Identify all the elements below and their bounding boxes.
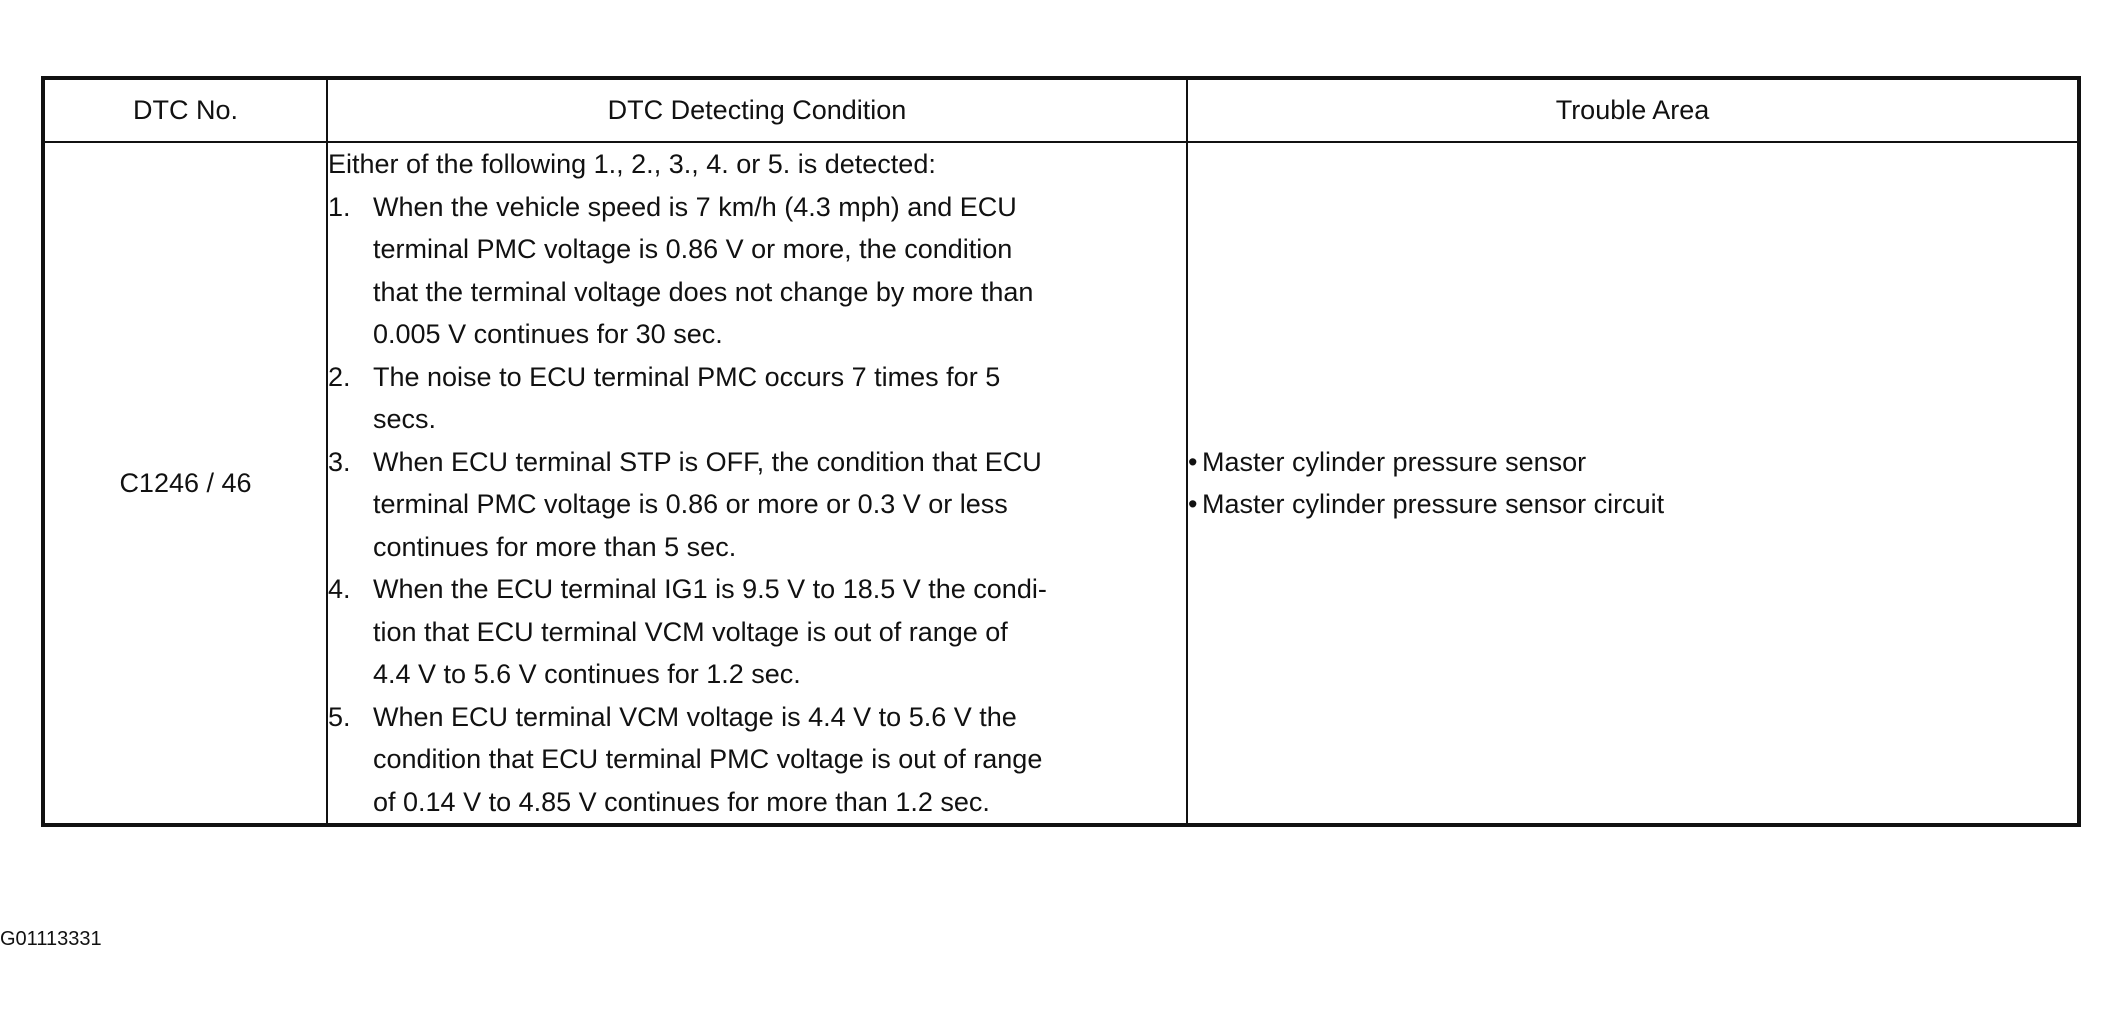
condition-intro: Either of the following 1., 2., 3., 4. or 5. is detected: bbox=[328, 149, 936, 179]
trouble-area-list bbox=[1188, 441, 2077, 526]
condition-item-2 bbox=[328, 356, 1186, 441]
condition-line: continues for more than 5 sec. bbox=[373, 531, 737, 562]
condition-list bbox=[328, 186, 1186, 824]
condition-number: 5. bbox=[328, 701, 351, 732]
condition-line: 4.4 V to 5.6 V continues for 1.2 sec. bbox=[373, 659, 801, 689]
trouble-area-label: Master cylinder pressure sensor circuit bbox=[1202, 489, 1665, 519]
condition-item-4 bbox=[328, 568, 1186, 696]
trouble-area-label: Master cylinder pressure sensor bbox=[1202, 446, 1587, 477]
condition-line: When ECU terminal STP is OFF, the condition that ECU bbox=[373, 446, 1042, 477]
figure-id: G01113331 bbox=[0, 928, 102, 950]
condition-line: When the vehicle speed is 7 km/h (4.3 mph) and ECU bbox=[373, 191, 1017, 222]
trouble-area-item bbox=[1188, 483, 2077, 526]
dtc-table bbox=[41, 76, 2081, 827]
condition-number: 2. bbox=[328, 361, 351, 392]
condition-line: When ECU terminal VCM voltage is 4.4 V to 5.6 V the bbox=[373, 701, 1017, 732]
condition-line: The noise to ECU terminal PMC occurs 7 times for 5 bbox=[373, 361, 1001, 392]
condition-line: that the terminal voltage does not change by more than bbox=[373, 276, 1034, 307]
condition-line: of 0.14 V to 4.85 V continues for more than 1.2 sec. bbox=[373, 786, 990, 817]
trouble-area-item bbox=[1188, 441, 2077, 484]
table-row bbox=[43, 142, 2079, 825]
header-dtc-no: DTC No. bbox=[43, 78, 327, 142]
table-header-row bbox=[43, 78, 2079, 142]
header-detecting-condition: DTC Detecting Condition bbox=[327, 78, 1187, 142]
bullet-icon: • bbox=[1188, 446, 1198, 477]
condition-line: tion that ECU terminal VCM voltage is out of range of bbox=[373, 616, 1008, 647]
condition-line: condition that ECU terminal PMC voltage is out of range bbox=[373, 744, 1043, 774]
bullet-icon: • bbox=[1188, 489, 1198, 519]
dtc-number-cell: C1246 / 46 bbox=[43, 142, 327, 825]
condition-line: secs. bbox=[373, 404, 437, 434]
trouble-area-cell bbox=[1187, 142, 2079, 825]
condition-number: 4. bbox=[328, 574, 351, 604]
condition-line: 0.005 V continues for 30 sec. bbox=[373, 319, 723, 349]
detecting-condition-cell bbox=[327, 142, 1187, 825]
condition-number: 3. bbox=[328, 446, 351, 477]
dtc-table-container bbox=[41, 76, 2081, 827]
condition-line: terminal PMC voltage is 0.86 V or more, the condition bbox=[373, 234, 1013, 264]
condition-line: terminal PMC voltage is 0.86 or more or 0.3 V or less bbox=[373, 489, 1008, 519]
condition-number: 1. bbox=[328, 191, 351, 222]
condition-item-5 bbox=[328, 696, 1186, 824]
header-trouble-area: Trouble Area bbox=[1187, 78, 2079, 142]
condition-item-1 bbox=[328, 186, 1186, 356]
condition-item-3 bbox=[328, 441, 1186, 569]
condition-line: When the ECU terminal IG1 is 9.5 V to 18.5 V the condi- bbox=[373, 574, 1047, 604]
